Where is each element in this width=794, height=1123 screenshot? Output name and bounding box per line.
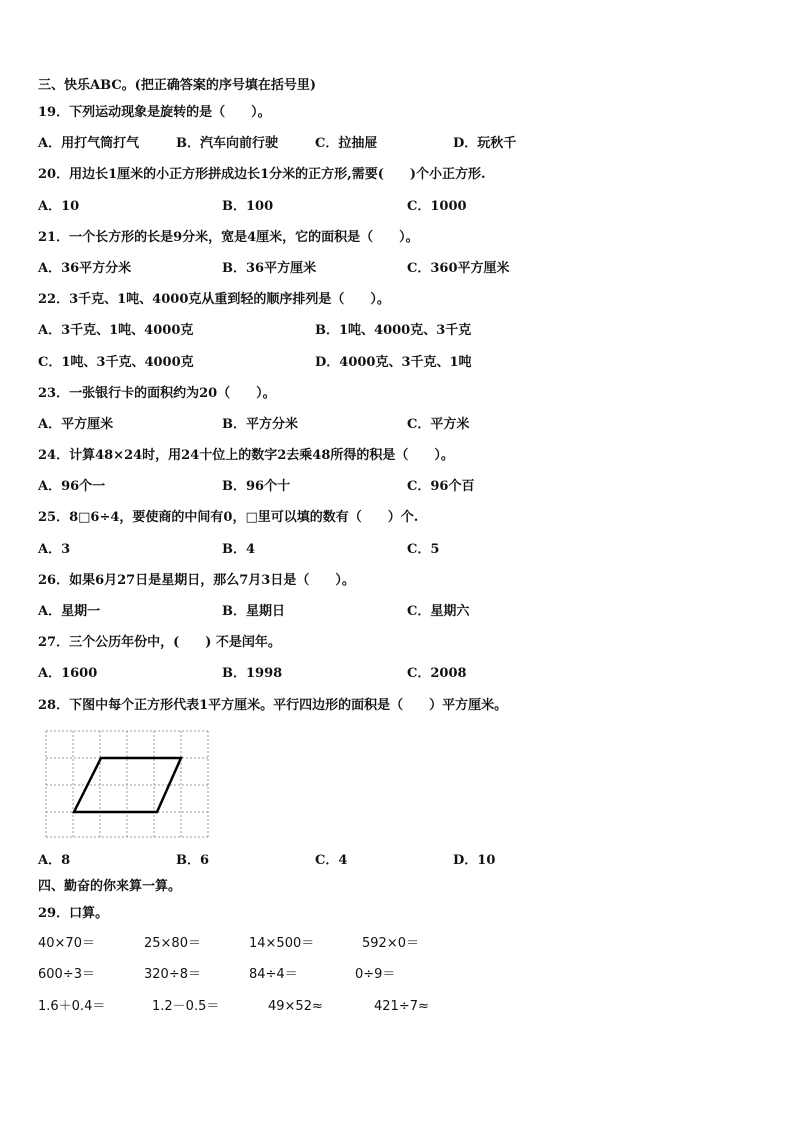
q23-option-a: A．平方厘米 — [38, 417, 114, 432]
q22-option-b: B．1吨、4000克、3千克 — [315, 323, 472, 338]
q21-option-c: C．360平方厘米 — [407, 261, 510, 276]
section-3-title: 三、快乐ABC。(把正确答案的序号填在括号里) — [38, 78, 316, 93]
calc-item: 40×70＝ — [38, 936, 95, 951]
q22-option-a: A．3千克、1吨、4000克 — [38, 323, 194, 338]
q20-option-a: A．10 — [38, 199, 80, 214]
q28-option-a: A．8 — [38, 853, 71, 868]
q24-option-b: B．96个十 — [222, 479, 291, 494]
calc-item: 600÷3＝ — [38, 967, 95, 982]
q20-option-c: C．1000 — [407, 199, 467, 214]
q26-option-b: B．星期日 — [222, 604, 285, 619]
question-23-stem: 23．一张银行卡的面积约为20（ ）。 — [38, 386, 276, 401]
section-4-title: 四、勤奋的你来算一算。 — [38, 879, 182, 894]
q21-option-a: A．36平方分米 — [38, 261, 132, 276]
calc-item: 592×0＝ — [362, 936, 419, 951]
grid-svg — [44, 728, 210, 840]
q22-option-d: D．4000克、3千克、1吨 — [315, 355, 472, 370]
question-22-stem: 22．3千克、1吨、4000克从重到轻的顺序排列是（ ）。 — [38, 292, 390, 307]
question-28-stem: 28．下图中每个正方形代表1平方厘米。平行四边形的面积是（ ）平方厘米。 — [38, 698, 508, 713]
calc-item: 25×80＝ — [144, 936, 201, 951]
q25-option-a: A．3 — [38, 542, 71, 557]
question-27-stem: 27．三个公历年份中，( ) 不是闰年。 — [38, 635, 281, 650]
q23-option-c: C．平方米 — [407, 417, 470, 432]
question-25-stem: 25．8□6÷4，要使商的中间有0，□里可以填的数有（ ）个. — [38, 510, 419, 525]
q22-option-c: C．1吨、3千克、4000克 — [38, 355, 194, 370]
question-20-stem: 20．用边长1厘米的小正方形拼成边长1分米的正方形,需要( )个小正方形. — [38, 167, 486, 182]
q23-option-b: B．平方分米 — [222, 417, 298, 432]
q24-option-c: C．96个百 — [407, 479, 475, 494]
q19-option-a: A．用打气筒打气 — [38, 136, 140, 151]
calc-item: 320÷8＝ — [144, 967, 201, 982]
q24-option-a: A．96个一 — [38, 479, 106, 494]
q19-option-b: B．汽车向前行驶 — [176, 136, 278, 151]
q27-option-b: B．1998 — [222, 666, 283, 681]
q25-option-c: C．5 — [407, 542, 440, 557]
q25-option-b: B．4 — [222, 542, 256, 557]
q27-option-a: A．1600 — [38, 666, 98, 681]
calc-item: 84÷4＝ — [249, 967, 298, 982]
question-26-stem: 26．如果6月27日是星期日，那么7月3日是（ ）。 — [38, 573, 355, 588]
q20-option-b: B．100 — [222, 199, 274, 214]
q28-option-d: D．10 — [453, 853, 496, 868]
parallelogram-grid-figure — [44, 728, 210, 840]
calc-item: 1.6＋0.4＝ — [38, 999, 106, 1014]
q26-option-c: C．星期六 — [407, 604, 470, 619]
question-19-stem: 19．下列运动现象是旋转的是（ ）。 — [38, 105, 271, 120]
calc-item: 421÷7≈ — [374, 999, 429, 1014]
q26-option-a: A．星期一 — [38, 604, 101, 619]
calc-item: 14×500＝ — [249, 936, 315, 951]
q28-option-b: B．6 — [176, 853, 210, 868]
calc-item: 1.2－0.5＝ — [152, 999, 220, 1014]
question-29-stem: 29．口算。 — [38, 906, 109, 921]
calc-item: 49×52≈ — [268, 999, 323, 1014]
q28-option-c: C．4 — [315, 853, 348, 868]
question-21-stem: 21．一个长方形的长是9分米，宽是4厘米，它的面积是（ ）。 — [38, 230, 419, 245]
question-24-stem: 24．计算48×24时，用24十位上的数字2去乘48所得的积是（ ）。 — [38, 448, 454, 463]
q21-option-b: B．36平方厘米 — [222, 261, 317, 276]
q27-option-c: C．2008 — [407, 666, 467, 681]
q19-option-c: C．拉抽屉 — [315, 136, 378, 151]
calc-item: 0÷9＝ — [355, 967, 396, 982]
q19-option-d: D．玩秋千 — [453, 136, 517, 151]
